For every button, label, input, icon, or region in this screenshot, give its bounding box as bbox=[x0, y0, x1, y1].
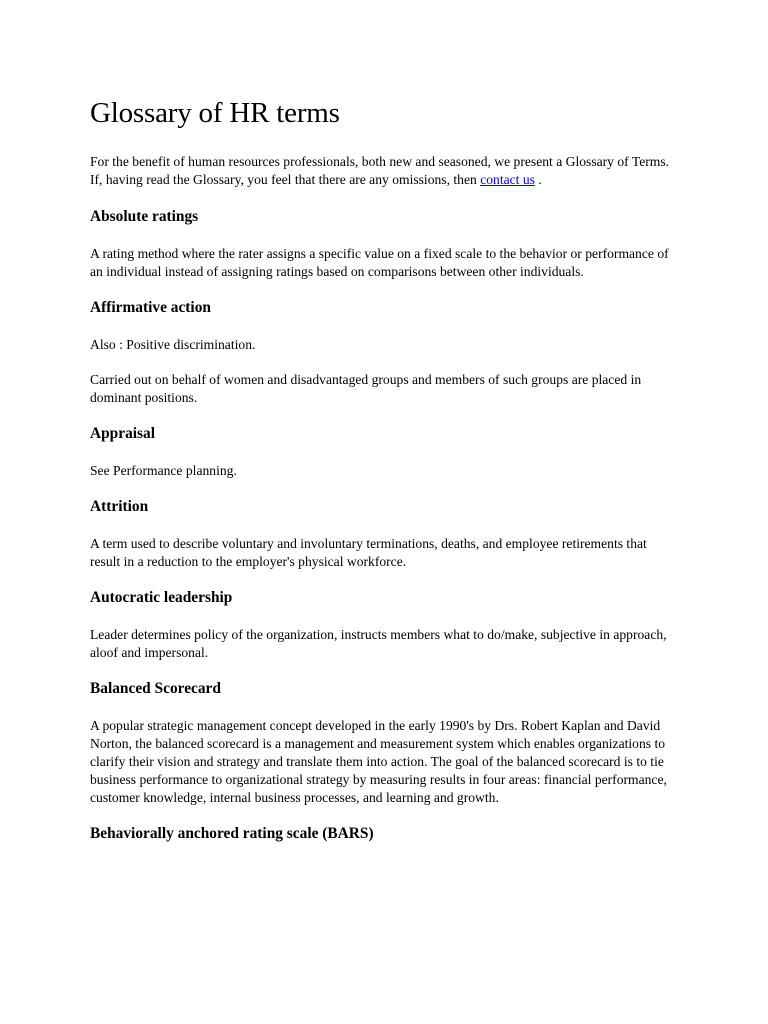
glossary-entry-absolute-ratings bbox=[90, 207, 678, 281]
entry-term: Affirmative action bbox=[90, 299, 211, 316]
entry-term: Absolute ratings bbox=[90, 208, 199, 225]
entry-definition: A popular strategic management concept developed in the early 1990's by Drs. Robert Kaplan and David Norton, the balanced scorecard is a management and measurement system which enables organizations to clarify their vision and strategy and translate them into action. The goal of the balanced scorecard is to tie business performance to organizational strategy by measuring results in four areas: financial performance, customer knowledge, internal business processes, and learning and growth. bbox=[90, 718, 667, 805]
contact-us-link[interactable]: contact us bbox=[480, 172, 535, 187]
intro-paragraph bbox=[90, 153, 680, 189]
entry-definition: See Performance planning. bbox=[90, 463, 237, 478]
entry-term: Appraisal bbox=[90, 425, 155, 442]
entry-term: Attrition bbox=[90, 498, 149, 515]
entry-term: Balanced Scorecard bbox=[90, 680, 221, 697]
glossary-entry-attrition bbox=[90, 497, 678, 571]
glossary-entry-balanced-scorecard bbox=[90, 679, 678, 807]
glossary-entry-affirmative-action bbox=[90, 298, 678, 407]
entry-definition: Leader determines policy of the organization, instructs members what to do/make, subjective in approach, aloof and impersonal. bbox=[90, 627, 667, 660]
page-title: Glossary of HR terms bbox=[90, 97, 340, 129]
entry-definition: A rating method where the rater assigns a specific value on a fixed scale to the behavior or performance of an individual instead of assigning ratings based on comparisons between other individuals. bbox=[90, 246, 669, 279]
entry-term: Autocratic leadership bbox=[90, 589, 233, 606]
intro-text: For the benefit of human resources professionals, both new and seasoned, we present a Glossary of Terms. If, having read the Glossary, you feel that there are any omissions, then bbox=[90, 154, 670, 187]
glossary-entry-bars bbox=[90, 824, 678, 844]
glossary-entry-appraisal bbox=[90, 424, 678, 480]
entry-definition: A term used to describe voluntary and involuntary terminations, deaths, and employee retirements that result in a reduction to the employer's physical workforce. bbox=[90, 536, 647, 569]
entry-term: Behaviorally anchored rating scale (BARS) bbox=[90, 825, 374, 842]
glossary-entry-autocratic-leadership bbox=[90, 588, 678, 662]
entry-definition: Also : Positive discrimination. bbox=[90, 337, 256, 352]
intro-text-end: . bbox=[534, 172, 542, 187]
entry-definition: Carried out on behalf of women and disadvantaged groups and members of such groups are placed in dominant positions. bbox=[90, 372, 642, 405]
